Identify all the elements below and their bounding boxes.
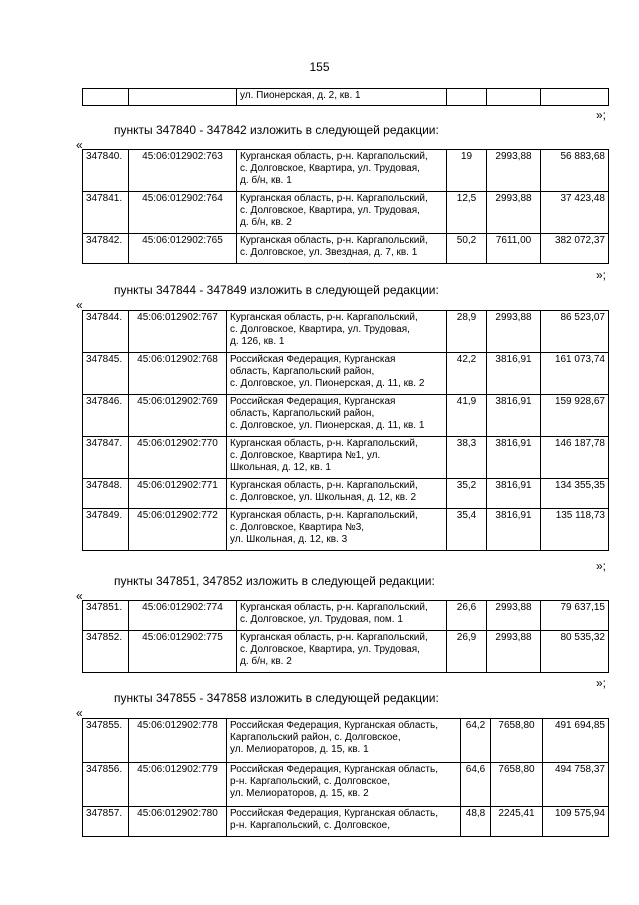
cadastral-number: 45:06:012902:764 bbox=[129, 192, 237, 234]
opening-quote: « bbox=[76, 706, 83, 720]
address-cell: ул. Пионерская, д. 2, кв. 1 bbox=[237, 89, 447, 106]
cadastral-number: 45:06:012902:768 bbox=[129, 353, 227, 395]
area-cell: 26,9 bbox=[447, 631, 487, 673]
cadastral-number: 45:06:012902:779 bbox=[129, 763, 227, 807]
row-number: 347848. bbox=[83, 479, 129, 509]
value-cell: 161 073,74 bbox=[541, 353, 609, 395]
cadastral-number: 45:06:012902:772 bbox=[129, 509, 227, 551]
address-cell bbox=[237, 192, 447, 234]
address-line: Каргапольский район, с. Долговское, bbox=[230, 732, 401, 743]
address-line: с. Долговское, ул. Трудовая, пом. 1 bbox=[240, 614, 403, 625]
section-instruction: пункты 347851, 347852 изложить в следующей редакции: bbox=[114, 574, 435, 588]
cadastral-number: 45:06:012902:767 bbox=[129, 311, 227, 353]
address-cell bbox=[237, 150, 447, 192]
area-cell bbox=[447, 89, 487, 106]
table-row bbox=[83, 807, 609, 837]
cadastral-number: 45:06:012902:778 bbox=[129, 719, 227, 763]
row-number: 347840. bbox=[83, 150, 129, 192]
value-cell: 146 187,78 bbox=[541, 437, 609, 479]
value-cell: 382 072,37 bbox=[541, 234, 609, 264]
address-cell bbox=[227, 509, 447, 551]
value-cell: 109 575,94 bbox=[543, 807, 609, 837]
area-cell: 50,2 bbox=[447, 234, 487, 264]
cadastral-number bbox=[129, 89, 237, 106]
table-row bbox=[83, 437, 609, 479]
area-cell: 42,2 bbox=[447, 353, 487, 395]
address-line: с. Долговское, Квартира, ул. Трудовая, bbox=[230, 324, 410, 335]
area-cell: 64,2 bbox=[461, 719, 491, 763]
rate-cell: 3816,91 bbox=[487, 353, 541, 395]
address-line: с. Долговское, ул. Пионерская, д. 11, кв. 1 bbox=[230, 420, 425, 431]
row-number: 347847. bbox=[83, 437, 129, 479]
row-number bbox=[83, 89, 129, 106]
cadastral-number: 45:06:012902:775 bbox=[129, 631, 237, 673]
address-line: Курганская область, р-н. Каргапольский, bbox=[240, 193, 428, 204]
rate-cell: 3816,91 bbox=[487, 479, 541, 509]
table-row bbox=[83, 311, 609, 353]
address-line: Курганская область, р-н. Каргапольский, bbox=[240, 235, 428, 246]
address-line: д. б/н, кв. 1 bbox=[240, 175, 292, 186]
area-cell: 35,2 bbox=[447, 479, 487, 509]
table-row bbox=[83, 353, 609, 395]
address-line: Российская Федерация, Курганская bbox=[230, 354, 396, 365]
address-cell bbox=[227, 763, 461, 807]
value-cell: 37 423,48 bbox=[541, 192, 609, 234]
rate-cell: 2993,88 bbox=[487, 631, 541, 673]
row-number: 347844. bbox=[83, 311, 129, 353]
closing-quote: »; bbox=[596, 559, 607, 573]
rate-cell bbox=[487, 89, 541, 106]
address-cell bbox=[227, 479, 447, 509]
row-number: 347845. bbox=[83, 353, 129, 395]
area-cell: 26,6 bbox=[447, 601, 487, 631]
table-row bbox=[83, 719, 609, 763]
closing-quote: »; bbox=[596, 108, 607, 122]
value-cell bbox=[541, 89, 609, 106]
address-cell bbox=[237, 601, 447, 631]
table-row bbox=[83, 192, 609, 234]
area-cell: 35,4 bbox=[447, 509, 487, 551]
address-line: с. Долговское, ул. Звездная, д. 7, кв. 1 bbox=[240, 247, 418, 258]
address-cell bbox=[227, 353, 447, 395]
table-row bbox=[83, 234, 609, 264]
section-table bbox=[82, 718, 609, 837]
address-line: Российская Федерация, Курганская область, bbox=[230, 808, 439, 819]
value-cell: 86 523,07 bbox=[541, 311, 609, 353]
rate-cell: 2993,88 bbox=[487, 150, 541, 192]
address-line: д. 126, кв. 1 bbox=[230, 336, 285, 347]
value-cell: 134 355,35 bbox=[541, 479, 609, 509]
address-line: р-н. Каргапольский, с. Долговское, bbox=[230, 776, 391, 787]
rate-cell: 7611,00 bbox=[487, 234, 541, 264]
address-cell bbox=[227, 719, 461, 763]
area-cell: 64,6 bbox=[461, 763, 491, 807]
address-line: с. Долговское, Квартира, ул. Трудовая, bbox=[240, 644, 420, 655]
rate-cell: 7658,80 bbox=[491, 763, 543, 807]
address-line: р-н. Каргапольский, с. Долговское, bbox=[230, 820, 391, 831]
address-cell bbox=[237, 631, 447, 673]
rate-cell: 2993,88 bbox=[487, 311, 541, 353]
row-number: 347855. bbox=[83, 719, 129, 763]
area-cell: 19 bbox=[447, 150, 487, 192]
cadastral-number: 45:06:012902:771 bbox=[129, 479, 227, 509]
section-table bbox=[82, 600, 609, 673]
opening-quote: « bbox=[76, 298, 83, 312]
address-line: с. Долговское, ул. Школьная, д. 12, кв. 2 bbox=[230, 492, 417, 503]
address-line: Курганская область, р-н. Каргапольский, bbox=[230, 480, 418, 491]
address-cell bbox=[237, 234, 447, 264]
cadastral-number: 45:06:012902:780 bbox=[129, 807, 227, 837]
address-line: ул. Школьная, д. 12, кв. 3 bbox=[230, 534, 348, 545]
value-cell: 159 928,67 bbox=[541, 395, 609, 437]
table-row bbox=[83, 763, 609, 807]
address-line: ул. Мелиораторов, д. 15, кв. 1 bbox=[230, 744, 369, 755]
address-line: с. Долговское, Квартира, ул. Трудовая, bbox=[240, 205, 420, 216]
row-number: 347852. bbox=[83, 631, 129, 673]
table-row bbox=[83, 479, 609, 509]
table-row bbox=[83, 509, 609, 551]
section-instruction: пункты 347855 - 347858 изложить в следующей редакции: bbox=[114, 691, 439, 705]
cadastral-number: 45:06:012902:763 bbox=[129, 150, 237, 192]
section-table bbox=[82, 310, 609, 551]
cadastral-number: 45:06:012902:774 bbox=[129, 601, 237, 631]
value-cell: 494 758,37 bbox=[543, 763, 609, 807]
address-line: Российская Федерация, Курганская область, bbox=[230, 720, 439, 731]
closing-quote: »; bbox=[596, 676, 607, 690]
cadastral-number: 45:06:012902:769 bbox=[129, 395, 227, 437]
section-instruction: пункты 347844 - 347849 изложить в следующей редакции: bbox=[114, 283, 439, 297]
table-row bbox=[83, 395, 609, 437]
cadastral-number: 45:06:012902:765 bbox=[129, 234, 237, 264]
row-number: 347857. bbox=[83, 807, 129, 837]
address-cell bbox=[227, 437, 447, 479]
address-line: с. Долговское, Квартира №3, bbox=[230, 522, 365, 533]
address-line: ул. Мелиораторов, д. 15, кв. 2 bbox=[230, 788, 369, 799]
address-line: Курганская область, р-н. Каргапольский, bbox=[230, 438, 418, 449]
table-row bbox=[83, 150, 609, 192]
row-number: 347842. bbox=[83, 234, 129, 264]
value-cell: 79 637,15 bbox=[541, 601, 609, 631]
opening-quote: « bbox=[76, 138, 83, 152]
area-cell: 48,8 bbox=[461, 807, 491, 837]
row-number: 347841. bbox=[83, 192, 129, 234]
table-row bbox=[83, 601, 609, 631]
value-cell: 80 535,32 bbox=[541, 631, 609, 673]
address-cell bbox=[227, 807, 461, 837]
address-line: Курганская область, р-н. Каргапольский, bbox=[230, 510, 418, 521]
closing-quote: »; bbox=[596, 268, 607, 282]
address-line: с. Долговское, Квартира, ул. Трудовая, bbox=[240, 163, 420, 174]
row-number: 347851. bbox=[83, 601, 129, 631]
rate-cell: 3816,91 bbox=[487, 395, 541, 437]
address-line: Курганская область, р-н. Каргапольский, bbox=[230, 312, 418, 323]
table-row bbox=[83, 89, 609, 106]
value-cell: 135 118,73 bbox=[541, 509, 609, 551]
address-cell bbox=[227, 311, 447, 353]
row-number: 347846. bbox=[83, 395, 129, 437]
area-cell: 12,5 bbox=[447, 192, 487, 234]
rate-cell: 7658,80 bbox=[491, 719, 543, 763]
address-line: д. б/н, кв. 2 bbox=[240, 656, 292, 667]
address-line: Курганская область, р-н. Каргапольский, bbox=[240, 632, 428, 643]
rate-cell: 2993,88 bbox=[487, 601, 541, 631]
address-line: Курганская область, р-н. Каргапольский, bbox=[240, 602, 428, 613]
address-line: область, Каргапольский район, bbox=[230, 408, 375, 419]
page-number: 155 bbox=[309, 60, 330, 74]
area-cell: 38,3 bbox=[447, 437, 487, 479]
area-cell: 41,9 bbox=[447, 395, 487, 437]
address-line: д. б/н, кв. 2 bbox=[240, 217, 292, 228]
opening-quote: « bbox=[76, 589, 83, 603]
rate-cell: 3816,91 bbox=[487, 437, 541, 479]
address-line: Курганская область, р-н. Каргапольский, bbox=[240, 151, 428, 162]
area-cell: 28,9 bbox=[447, 311, 487, 353]
address-line: область, Каргапольский район, bbox=[230, 366, 375, 377]
section-table bbox=[82, 149, 609, 264]
cadastral-number: 45:06:012902:770 bbox=[129, 437, 227, 479]
section-instruction: пункты 347840 - 347842 изложить в следующей редакции: bbox=[114, 123, 439, 137]
address-line: с. Долговское, ул. Пионерская, д. 11, кв. 2 bbox=[230, 378, 425, 389]
rate-cell: 3816,91 bbox=[487, 509, 541, 551]
top-continuation-table bbox=[82, 88, 609, 106]
table-row bbox=[83, 631, 609, 673]
address-line: Российская Федерация, Курганская область, bbox=[230, 764, 439, 775]
address-line: Российская Федерация, Курганская bbox=[230, 396, 396, 407]
value-cell: 491 694,85 bbox=[543, 719, 609, 763]
rate-cell: 2993,88 bbox=[487, 192, 541, 234]
row-number: 347856. bbox=[83, 763, 129, 807]
address-cell bbox=[227, 395, 447, 437]
value-cell: 56 883,68 bbox=[541, 150, 609, 192]
rate-cell: 2245,41 bbox=[491, 807, 543, 837]
row-number: 347849. bbox=[83, 509, 129, 551]
address-line: с. Долговское, Квартира №1, ул. bbox=[230, 450, 381, 461]
address-line: Школьная, д. 12, кв. 1 bbox=[230, 462, 331, 473]
